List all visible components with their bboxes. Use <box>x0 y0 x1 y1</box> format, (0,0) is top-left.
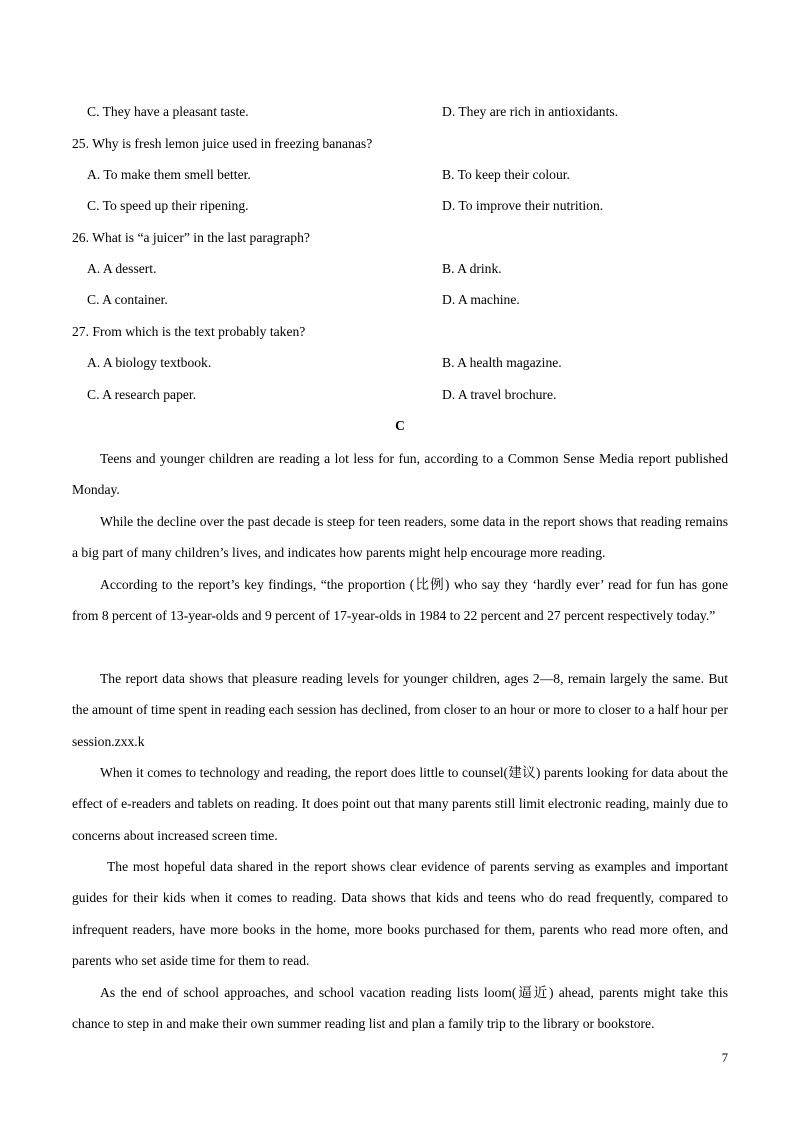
passage-paragraph-2: While the decline over the past decade is steep for teen readers, some data in the report shows that reading remains a big part of many children’s lives, and indicates how parents might help encourage more reading. <box>72 514 728 561</box>
passage-paragraph-6: The most hopeful data shared in the report shows clear evidence of parents serving as examples and important guides for their kids when it comes to reading. Data shows that kids and teens who do read frequently, compared to infrequent readers, have more books in the home, more books purchased for them, parents who read more often, and parents who set aside time for them to read. <box>72 859 728 969</box>
q27-option-a: A. A biology textbook. <box>87 355 212 370</box>
q26-stem: 26. What is “a juicer” in the last paragraph? <box>72 230 310 245</box>
q24-option-c: C. They have a pleasant taste. <box>87 104 249 119</box>
page-number: 7 <box>721 1051 728 1065</box>
q25-stem: 25. Why is fresh lemon juice used in freezing bananas? <box>72 136 373 151</box>
q26-option-b: B. A drink. <box>442 261 502 276</box>
passage-paragraph-7: As the end of school approaches, and school vacation reading lists loom(逼近) ahead, parents might take this chance to step in and make their own summer reading list and plan a family trip to the library or bookstore. <box>72 985 728 1032</box>
q27-option-c: C. A research paper. <box>87 387 197 402</box>
passage-paragraph-4: The report data shows that pleasure reading levels for younger children, ages 2—8, remain largely the same. But the amount of time spent in reading each session has declined, from closer to an hour or more to closer to a half hour per session.zxx.k <box>72 671 728 749</box>
q26-option-c: C. A container. <box>87 292 168 307</box>
q26-option-d: D. A machine. <box>442 292 520 307</box>
q27-stem: 27. From which is the text probably taken? <box>72 324 306 339</box>
q27-option-b: B. A health magazine. <box>442 355 562 370</box>
passage-paragraph-5: When it comes to technology and reading, the report does little to counsel(建议) parents looking for data about the effect of e-readers and tablets on reading. It does point out that many parents still limit electronic reading, mainly due to concerns about increased screen time. <box>72 765 728 843</box>
q25-option-b: B. To keep their colour. <box>442 167 570 182</box>
passage-paragraph-1: Teens and younger children are reading a lot less for fun, according to a Common Sense Media report published Monday. <box>72 451 728 498</box>
section-heading: C <box>395 418 405 433</box>
q25-option-a: A. To make them smell better. <box>87 167 251 182</box>
q25-option-d: D. To improve their nutrition. <box>442 198 604 213</box>
q24-option-d: D. They are rich in antioxidants. <box>442 104 619 119</box>
q26-option-a: A. A dessert. <box>87 261 157 276</box>
q27-option-d: D. A travel brochure. <box>442 387 557 402</box>
passage-paragraph-3: According to the report’s key findings, “the proportion (比例) who say they ‘hardly ever’ read for fun has gone from 8 percent of 13-year-olds and 9 percent of 17-year-olds in 1984 to 22 percent and 27 percent respectively today.” <box>72 577 728 624</box>
q25-option-c: C. To speed up their ripening. <box>87 198 249 213</box>
